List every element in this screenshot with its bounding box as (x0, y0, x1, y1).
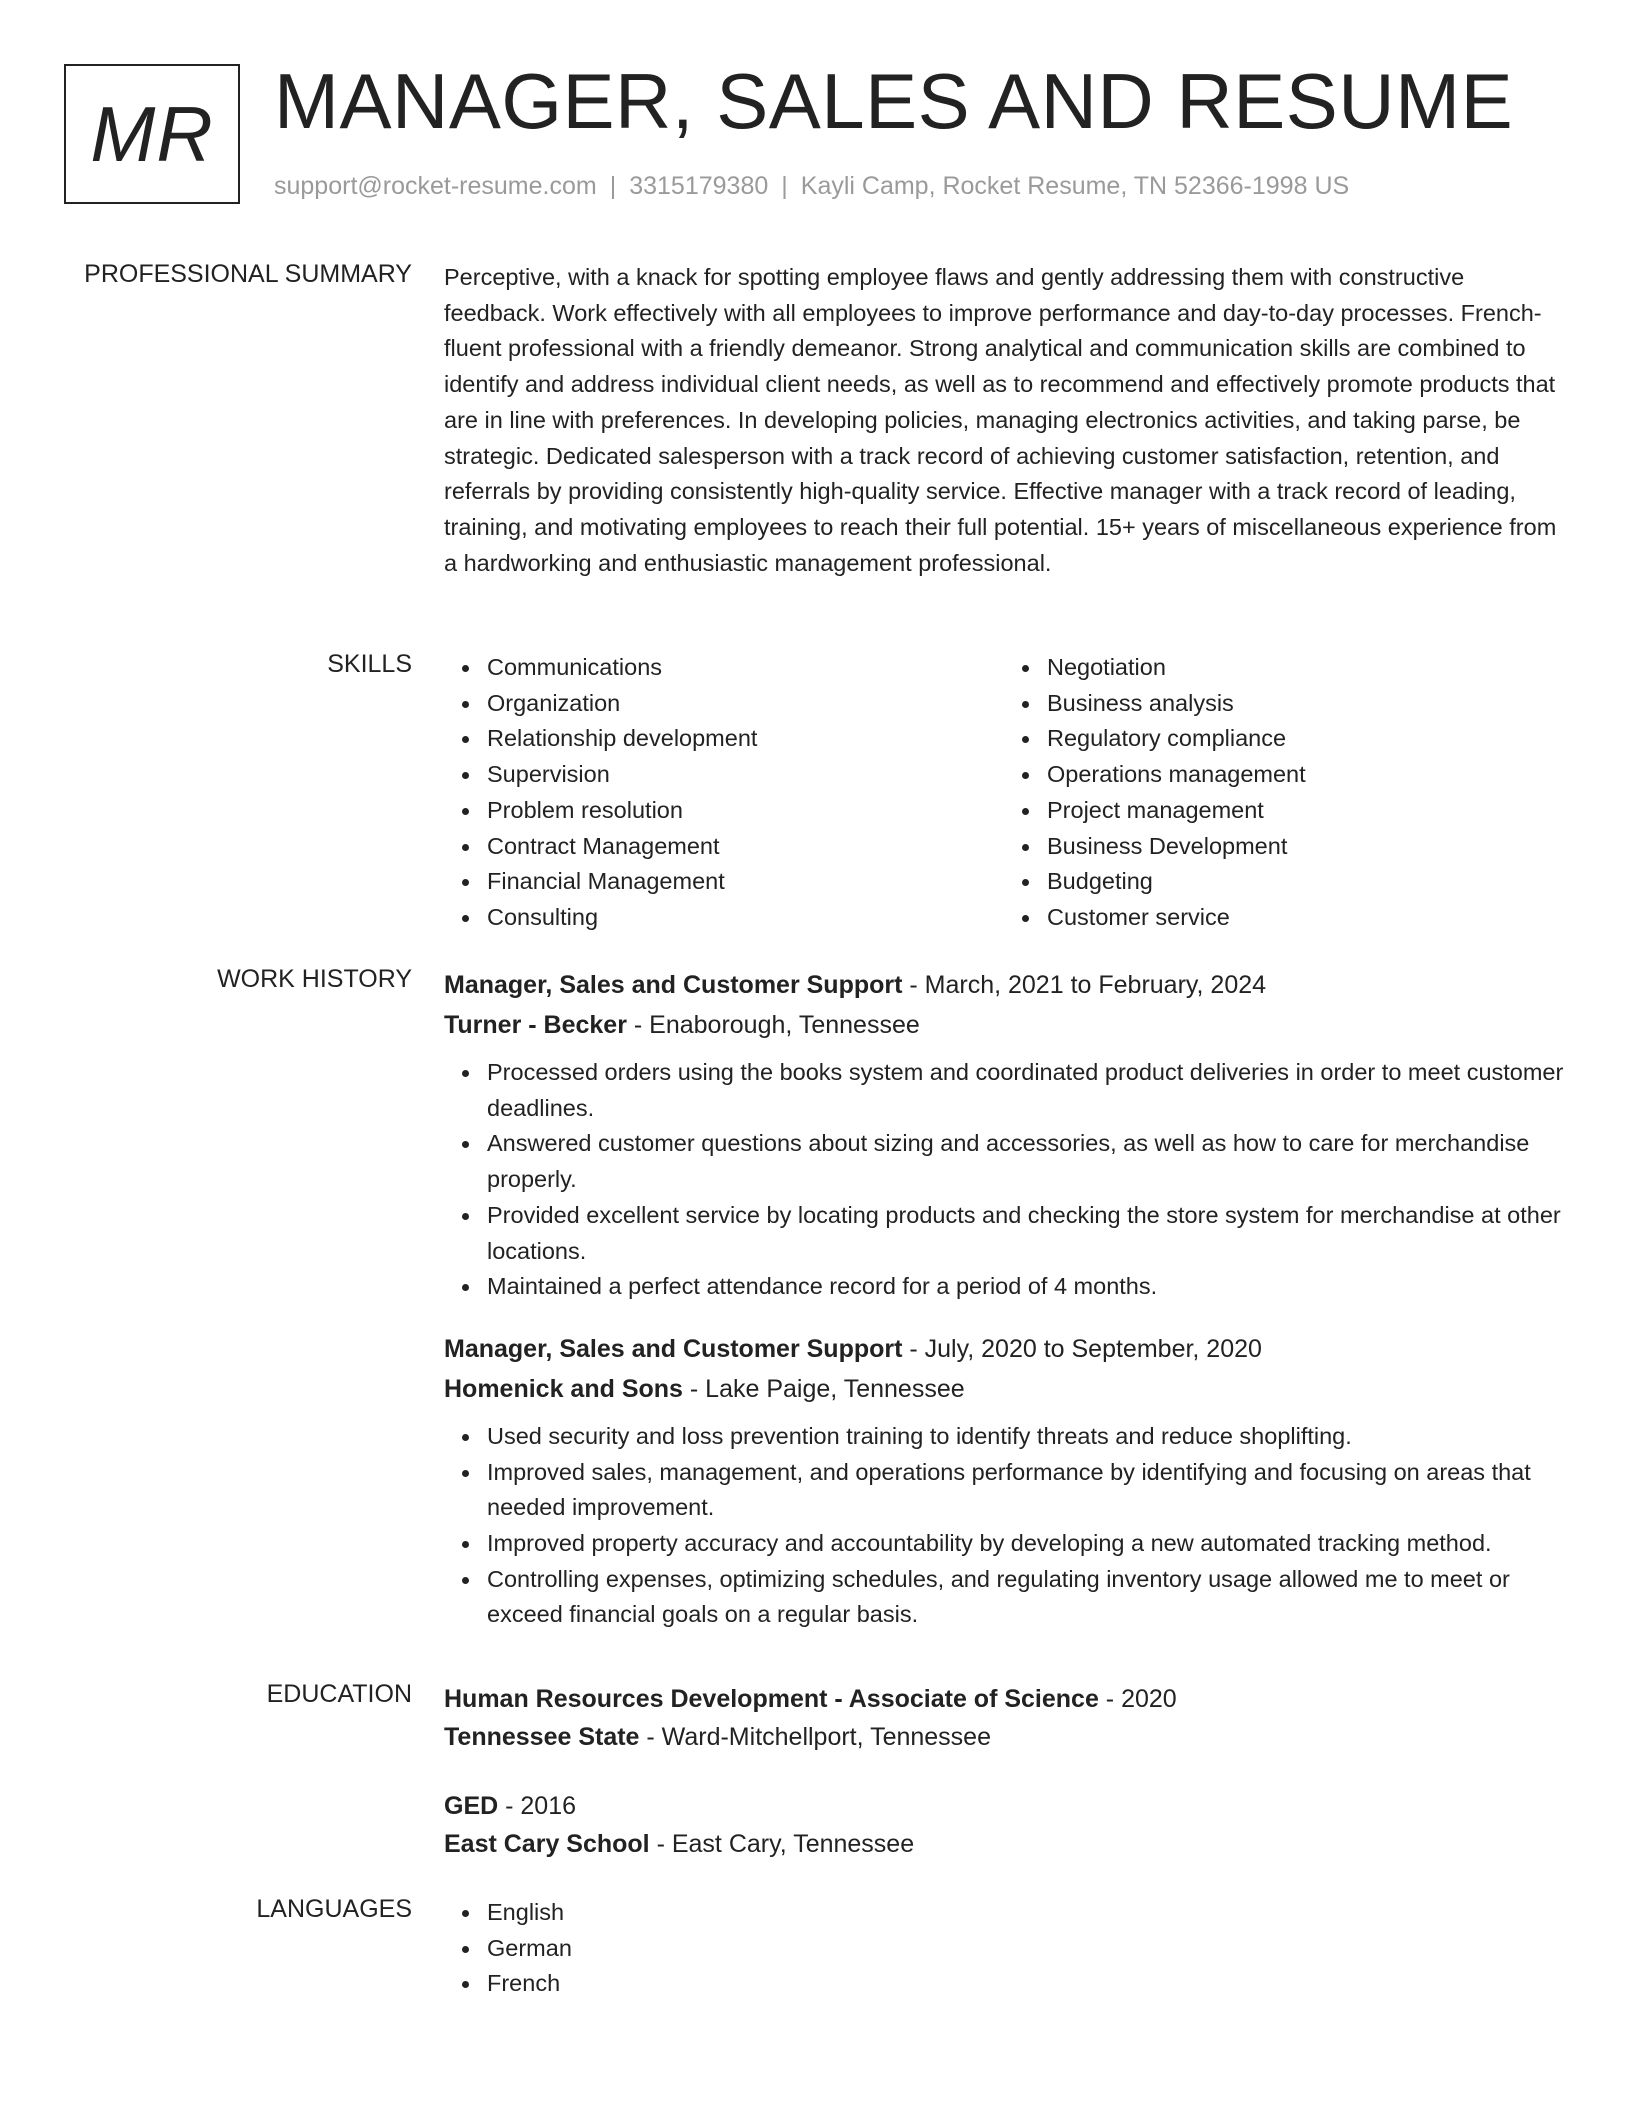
skill-item: Operations management (1047, 757, 1564, 793)
skill-item: Business analysis (1047, 686, 1564, 722)
education-location: - East Cary, Tennessee (649, 1830, 915, 1858)
skill-item: Consulting (487, 900, 1004, 936)
skills-list-right (1004, 650, 1564, 936)
job-bullet: Maintained a perfect attendance record for a period of 4 months. (487, 1269, 1564, 1305)
job-title-line (444, 965, 1564, 1005)
summary-text: Perceptive, with a knack for spotting employee flaws and gently addressing them with constructive feedback. Work effectively with all employees to improve performance and day-to-day processes. French-fluent professional with a friendly demeanor. Strong analytical and communication skills are combined to identify and address individual client needs, as well as to recommend and effectively promote products that are in line with preferences. In developing policies, managing electronics activities, and taking parse, be strategic. Dedicated salesperson with a track record of achieving customer satisfaction, retention, and referrals by providing consistently high-quality service. Effective manager with a track record of leading, training, and motivating employees to reach their full potential. 15+ years of miscellaneous experience from a hardworking and enthusiastic management professional. (444, 264, 1557, 576)
skill-item: Problem resolution (487, 793, 1004, 829)
monogram: MR (64, 64, 240, 204)
job-entry (444, 1329, 1564, 1633)
education-year: - 2020 (1098, 1685, 1177, 1713)
job-bullet: Controlling expenses, optimizing schedules, and regulating inventory usage allowed me to meet or exceed financial goals on a regular basis. (487, 1562, 1564, 1633)
skill-item: Business Development (1047, 829, 1564, 865)
skill-item: Budgeting (1047, 864, 1564, 900)
education-school-line (444, 1718, 1564, 1756)
education-degree-line (444, 1680, 1564, 1718)
section-label-skills: SKILLS (327, 650, 412, 678)
education-school: East Cary School (444, 1830, 650, 1858)
job-title-line (444, 1329, 1564, 1369)
job-company: Homenick and Sons (444, 1374, 683, 1403)
education-degree-line (444, 1787, 1564, 1825)
job-company-line (444, 1005, 1564, 1045)
education-entry (444, 1787, 1564, 1863)
section-label-work-history: WORK HISTORY (217, 965, 412, 993)
education-degree: Human Resources Development - Associate of Science (444, 1685, 1099, 1713)
job-dates: - July, 2020 to September, 2020 (902, 1334, 1262, 1363)
skill-item: Contract Management (487, 829, 1004, 865)
skill-item: Customer service (1047, 900, 1564, 936)
skill-item: Communications (487, 650, 1004, 686)
job-location: - Enaborough, Tennessee (626, 1011, 920, 1039)
language-item: English (487, 1895, 1564, 1931)
education-school: Tennessee State (444, 1723, 640, 1751)
contact-email: support@rocket-resume.com (274, 172, 597, 200)
job-bullet: Provided excellent service by locating products and checking the store system for merchandise at other locations. (487, 1198, 1564, 1269)
skill-item: Supervision (487, 757, 1004, 793)
job-entry (444, 965, 1564, 1305)
education-year: - 2016 (498, 1792, 577, 1820)
education-location: - Ward-Mitchellport, Tennessee (639, 1723, 991, 1751)
job-bullets (444, 1419, 1564, 1633)
job-bullet: Improved sales, management, and operations performance by identifying and focusing on areas that needed improvement. (487, 1455, 1564, 1526)
education-degree: GED (444, 1792, 499, 1820)
skills-list-left (444, 650, 1004, 936)
job-dates: - March, 2021 to February, 2024 (902, 971, 1267, 999)
resume-header (64, 57, 1564, 214)
job-bullet: Answered customer questions about sizing and accessories, as well as how to care for merchandise properly. (487, 1126, 1564, 1197)
job-company: Turner - Becker (444, 1011, 627, 1039)
job-location: - Lake Paige, Tennessee (682, 1374, 965, 1403)
job-bullet: Processed orders using the books system and coordinated product deliveries in order to meet customer deadlines. (487, 1055, 1564, 1126)
job-title: Manager, Sales and Customer Support (444, 971, 903, 999)
job-bullet: Improved property accuracy and accountability by developing a new automated tracking method. (487, 1526, 1564, 1562)
skill-item: Negotiation (1047, 650, 1564, 686)
section-label-summary: PROFESSIONAL SUMMARY (84, 260, 412, 288)
skill-item: Organization (487, 686, 1004, 722)
skill-item: Relationship development (487, 721, 1004, 757)
education-school-line (444, 1825, 1564, 1863)
language-item: French (487, 1966, 1564, 2002)
contact-separator: | (609, 172, 617, 200)
contact-phone: 3315179380 (629, 172, 769, 200)
skill-item: Project management (1047, 793, 1564, 829)
job-bullets (444, 1055, 1564, 1305)
job-company-line (444, 1369, 1564, 1409)
contact-separator: | (781, 172, 788, 200)
education-entry (444, 1680, 1564, 1756)
languages-list (444, 1895, 1564, 2002)
job-bullet: Used security and loss prevention training to identify threats and reduce shoplifting. (487, 1419, 1564, 1455)
skill-item: Financial Management (487, 864, 1004, 900)
candidate-name: MANAGER, SALES AND RESUME (274, 57, 1514, 145)
contact-line (274, 172, 1349, 201)
job-title: Manager, Sales and Customer Support (444, 1334, 903, 1363)
section-label-languages: LANGUAGES (256, 1895, 412, 1923)
contact-address: Kayli Camp, Rocket Resume, TN 52366-1998 US (800, 172, 1350, 200)
skill-item: Regulatory compliance (1047, 721, 1564, 757)
section-label-education: EDUCATION (266, 1680, 412, 1708)
language-item: German (487, 1931, 1564, 1967)
